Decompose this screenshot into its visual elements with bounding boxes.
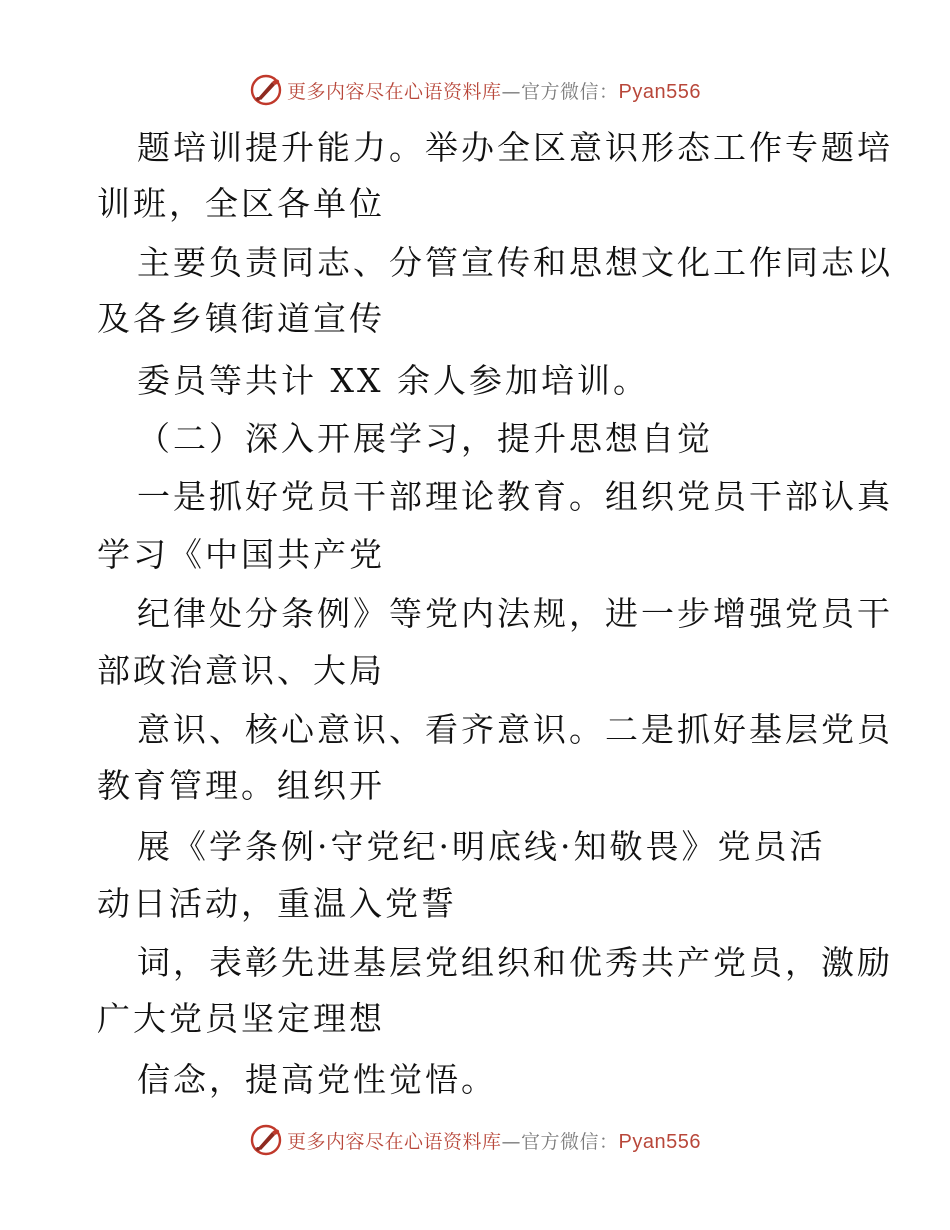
footer-watermark-banner — [0, 1120, 950, 1160]
banner-wechat-label: 官方微信： — [521, 1130, 619, 1153]
text-line: 部政治意识、大局 — [97, 651, 385, 690]
section-heading: （二）深入开展学习，提升思想自觉 — [137, 419, 713, 458]
text-line: 及各乡镇街道宣传 — [97, 299, 385, 338]
text-line: 信念，提高党性觉悟。 — [137, 1060, 497, 1099]
banner-dash: — — [501, 80, 522, 103]
quill-logo-icon — [249, 1123, 283, 1157]
text-line: 学习《中国共产党 — [97, 535, 385, 574]
banner-main-text: 更多内容尽在心语资料库 — [287, 1130, 502, 1153]
banner-wechat-id: Pyan556 — [618, 1130, 701, 1153]
text-line: 纪律处分条例》等党内法规，进一步增强党员干 — [137, 594, 893, 633]
text-line: 委员等共计 XX 余人参加培训。 — [137, 361, 649, 400]
text-line: 题培训提升能力。举办全区意识形态工作专题培 — [137, 128, 893, 167]
text-line: 主要负责同志、分管宣传和思想文化工作同志以 — [137, 243, 893, 282]
banner-main-text: 更多内容尽在心语资料库 — [287, 80, 502, 103]
text-line: 动日活动，重温入党誓 — [97, 884, 457, 923]
text-line: 训班，全区各单位 — [97, 184, 385, 223]
text-line: 一是抓好党员干部理论教育。组织党员干部认真 — [137, 477, 893, 516]
banner-dash: — — [501, 1130, 522, 1153]
text-line: 词，表彰先进基层党组织和优秀共产党员，激励 — [137, 943, 893, 982]
banner-wechat-label: 官方微信： — [521, 80, 619, 103]
text-line: 广大党员坚定理想 — [97, 999, 385, 1038]
text-line: 教育管理。组织开 — [97, 766, 385, 805]
text-line: 展《学条例·守党纪·明底线·知敬畏》党员活 — [137, 827, 826, 866]
banner-wechat-id: Pyan556 — [618, 80, 701, 103]
text-line: 意识、核心意识、看齐意识。二是抓好基层党员 — [137, 710, 893, 749]
